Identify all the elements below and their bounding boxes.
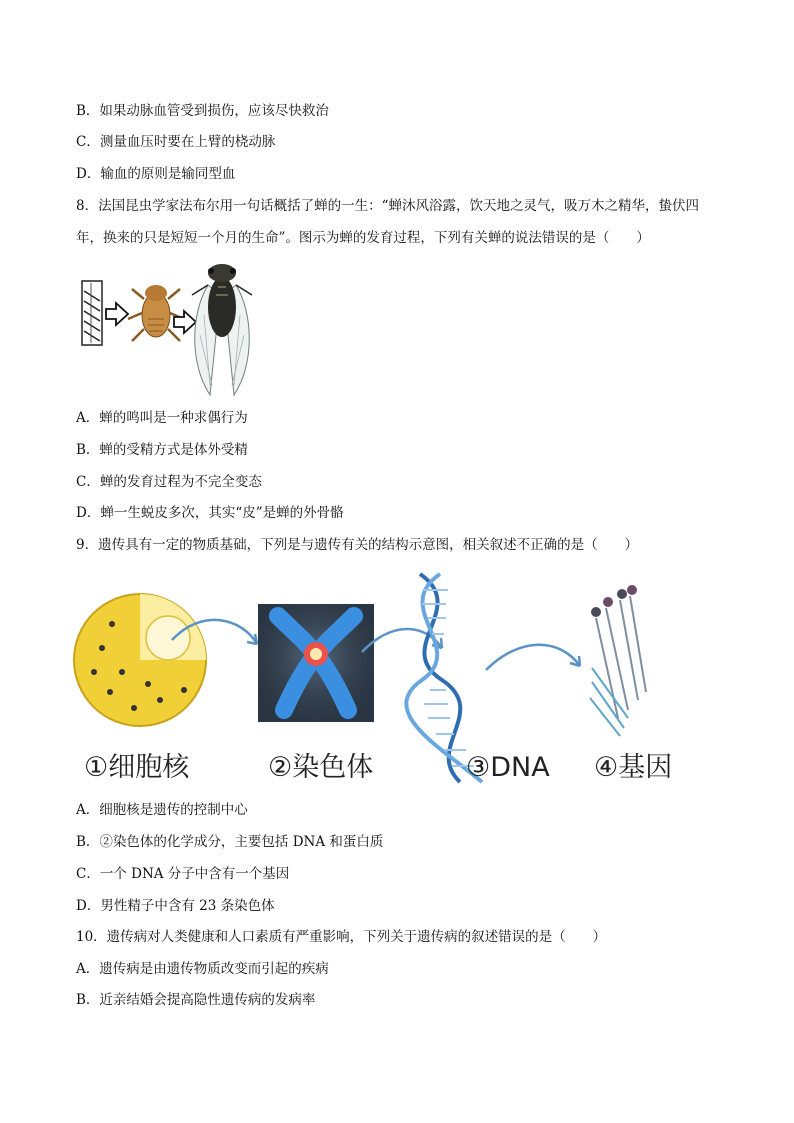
caption-dna: ③DNA	[466, 752, 550, 783]
arrow-curved-icon	[486, 645, 580, 670]
q8-stem-line1: 8．法国昆虫学家法布尔用一句话概括了蝉的一生：“蝉沐风浴露，饮天地之灵气，吸万木之精华，蛰伏四	[76, 198, 699, 214]
q9-stem: 9．遗传具有一定的物质基础，下列是与遗传有关的结构示意图，相关叙述不正确的是（ ）	[76, 537, 639, 553]
q8-option-a: A．蝉的鸣叫是一种求偶行为	[76, 410, 248, 426]
heredity-structure-figure	[72, 568, 712, 788]
cicada-egg-image	[82, 281, 102, 345]
q9-option-d: D．男性精子中含有 23 条染色体	[76, 898, 275, 914]
caption-gene: ④基因	[594, 752, 673, 783]
q8-stem-line2: 年，换来的只是短短一个月的生命”。图示为蝉的发育过程，下列有关蝉的说法错误的是（ ）	[76, 230, 650, 246]
dna-helix-image	[406, 574, 482, 782]
q9-option-b: B．②染色体的化学成分，主要包括 DNA 和蛋白质	[76, 834, 384, 850]
q8-option-d: D．蝉一生蜕皮多次，其实“皮”是蝉的外骨骼	[76, 505, 344, 521]
caption-chromosome: ②染色体	[268, 752, 374, 783]
q10-stem: 10．遗传病对人类健康和人口素质有严重影响，下列关于遗传病的叙述错误的是（ ）	[76, 929, 607, 945]
arrow-right-icon	[174, 311, 196, 333]
cell-nucleus-image	[74, 594, 206, 726]
arrow-right-icon	[106, 303, 128, 325]
q8-option-c: C．蝉的发育过程为不完全变态	[76, 474, 262, 490]
q10-option-a: A．遗传病是由遗传物质改变而引起的疾病	[76, 961, 329, 977]
chromosome-image	[258, 604, 374, 722]
q10-option-b: B．近亲结婚会提高隐性遗传病的发病率	[76, 992, 316, 1008]
q7-option-d: D．输血的原则是输同型血	[76, 166, 236, 182]
q9-option-a: A．细胞核是遗传的控制中心	[76, 802, 248, 818]
q8-option-b: B．蝉的受精方式是体外受精	[76, 442, 248, 458]
q9-option-c: C．一个 DNA 分子中含有一个基因	[76, 866, 290, 882]
q7-option-c: C．测量血压时要在上臂的桡动脉	[76, 134, 276, 150]
adult-cicada-image	[192, 264, 252, 395]
cicada-development-figure	[78, 255, 258, 397]
caption-nucleus: ①细胞核	[84, 752, 190, 783]
gene-image	[590, 585, 646, 736]
q7-option-b: B．如果动脉血管受到损伤，应该尽快救治	[76, 103, 329, 119]
cicada-nymph-image	[128, 285, 184, 341]
